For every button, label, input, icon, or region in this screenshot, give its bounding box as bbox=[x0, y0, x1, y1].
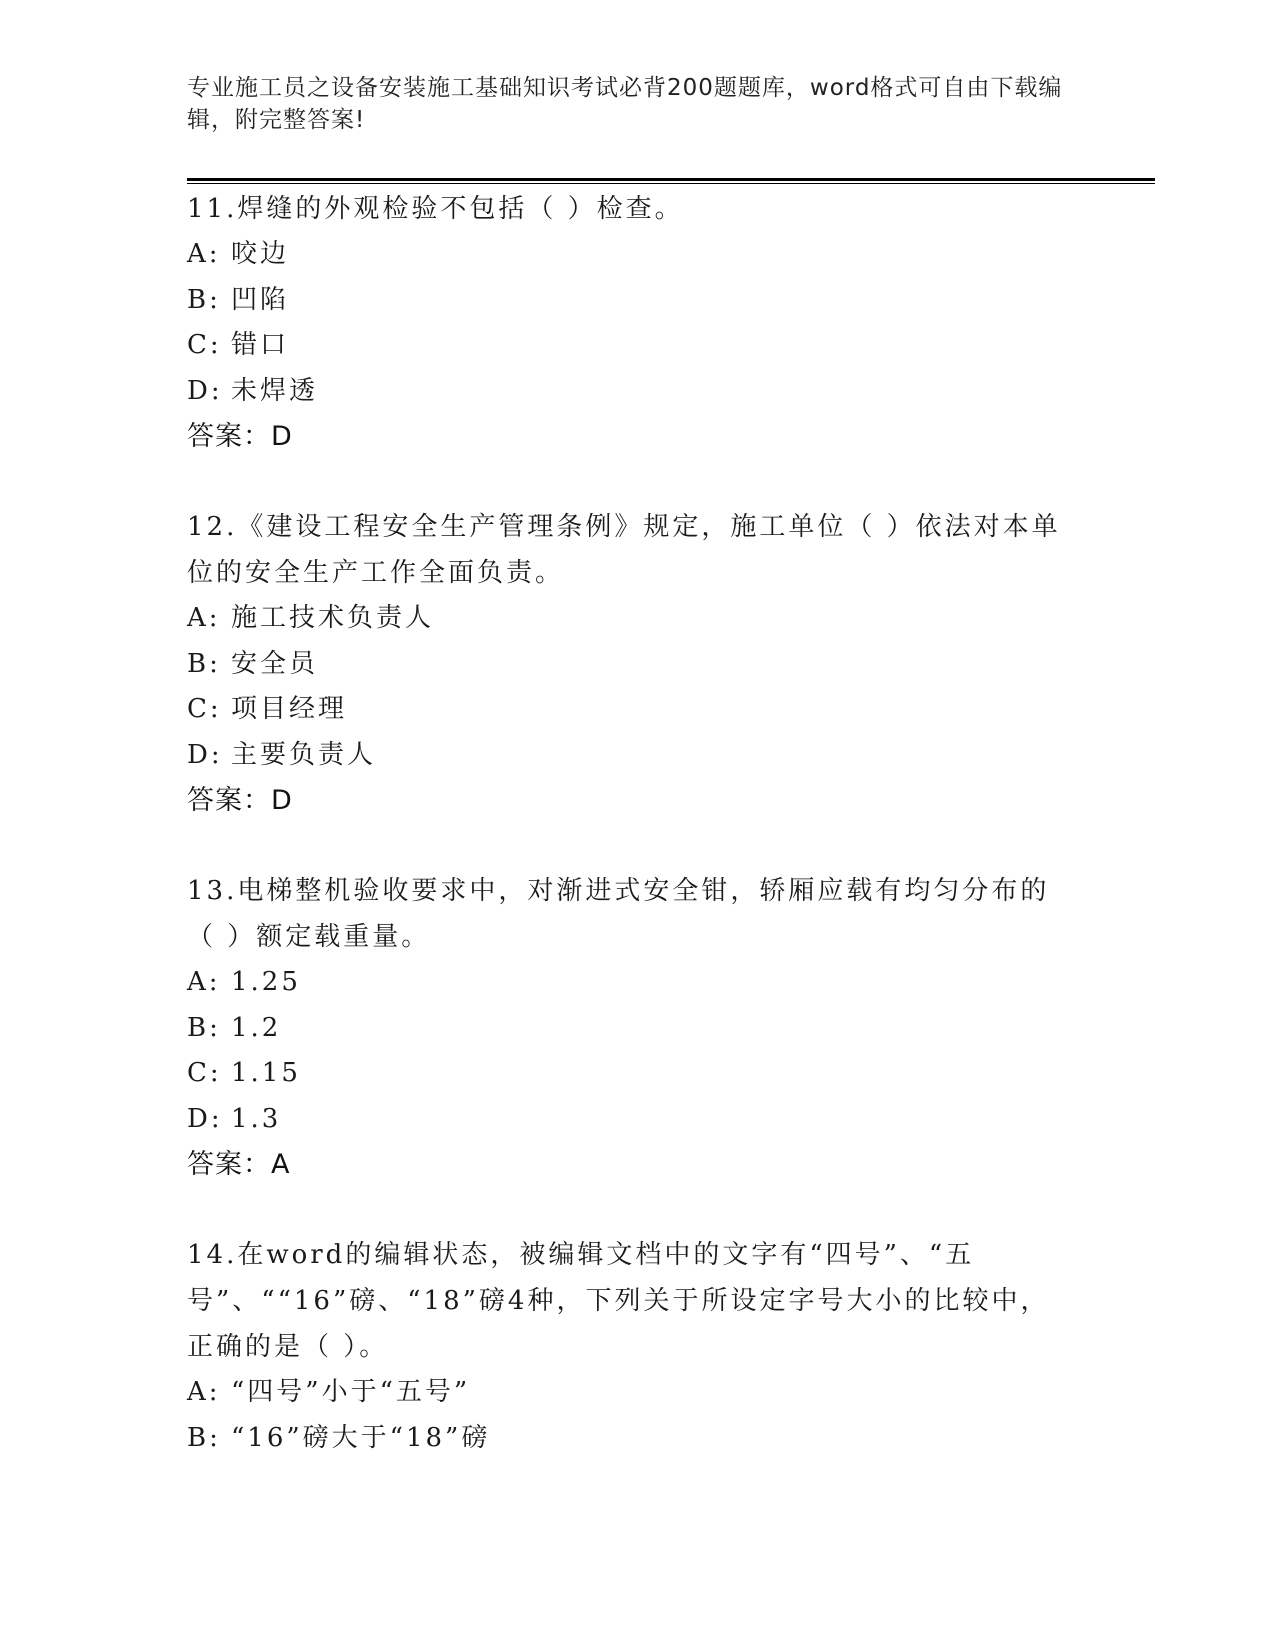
question-spacer bbox=[187, 1188, 1067, 1232]
question-list bbox=[187, 186, 1067, 1461]
question-spacer bbox=[187, 824, 1067, 868]
option-text: “16”磅大于“18”磅 bbox=[231, 1422, 491, 1453]
question-12 bbox=[187, 504, 1067, 824]
option-text: “四号”小于“五号” bbox=[231, 1377, 471, 1407]
header-rule-thin bbox=[187, 183, 1155, 184]
question-spacer bbox=[187, 460, 1067, 504]
option-a bbox=[187, 596, 1067, 642]
header-rule-thick bbox=[187, 178, 1155, 181]
option-text: 主要负责人 bbox=[231, 739, 377, 770]
option-letter: B: bbox=[187, 1012, 221, 1043]
document-header: 专业施工员之设备安装施工基础知识考试必背200题题库，word格式可自由下载编辑，附完整答案! bbox=[187, 75, 1063, 133]
question-14 bbox=[187, 1232, 1067, 1461]
question-text: 13.电梯整机验收要求中，对渐进式安全钳，轿厢应载有均匀分布的（ ）额定载重量。 bbox=[187, 876, 1050, 952]
option-letter: D: bbox=[187, 739, 223, 770]
option-text: 凹陷 bbox=[231, 284, 290, 315]
option-d bbox=[187, 1097, 1067, 1143]
option-text: 1.2 bbox=[231, 1012, 282, 1043]
option-a bbox=[187, 232, 1067, 278]
option-letter: A: bbox=[187, 603, 221, 633]
option-text: 1.3 bbox=[231, 1103, 282, 1134]
option-text: 咬边 bbox=[231, 239, 290, 269]
option-d bbox=[187, 733, 1067, 779]
answer-text: 答案：D bbox=[187, 785, 293, 816]
option-letter: C: bbox=[187, 694, 222, 724]
option-b bbox=[187, 1006, 1067, 1052]
option-text: 项目经理 bbox=[231, 694, 348, 724]
option-text: 1.15 bbox=[231, 1058, 301, 1088]
option-a bbox=[187, 960, 1067, 1006]
question-11 bbox=[187, 186, 1067, 460]
option-b bbox=[187, 1416, 1067, 1462]
option-c bbox=[187, 687, 1067, 733]
answer-text: 答案：A bbox=[187, 1149, 291, 1180]
option-b bbox=[187, 278, 1067, 324]
option-d bbox=[187, 369, 1067, 415]
option-letter: A: bbox=[187, 1377, 221, 1407]
question-text: 11.焊缝的外观检验不包括（ ）检查。 bbox=[187, 194, 684, 224]
answer-text: 答案：D bbox=[187, 421, 293, 452]
option-a bbox=[187, 1370, 1067, 1416]
option-letter: D: bbox=[187, 1103, 223, 1134]
question-text: 12.《建设工程安全生产管理条例》规定，施工单位（ ）依法对本单位的安全生产工作全面负责。 bbox=[187, 512, 1061, 588]
option-text: 1.25 bbox=[231, 967, 301, 997]
option-c bbox=[187, 1051, 1067, 1097]
option-letter: A: bbox=[187, 239, 221, 269]
option-letter: A: bbox=[187, 967, 221, 997]
option-letter: B: bbox=[187, 648, 221, 679]
option-b bbox=[187, 642, 1067, 688]
option-letter: C: bbox=[187, 1058, 222, 1088]
option-text: 错口 bbox=[231, 330, 290, 360]
option-text: 未焊透 bbox=[231, 375, 319, 406]
question-text: 14.在word的编辑状态，被编辑文档中的文字有“四号”、“五号”、““16”磅、“18”磅4种，下列关于所设定字号大小的比较中，正确的是（ ）。 bbox=[187, 1240, 1050, 1362]
option-letter: D: bbox=[187, 375, 223, 406]
option-text: 安全员 bbox=[231, 648, 319, 679]
option-letter: B: bbox=[187, 284, 221, 315]
option-letter: B: bbox=[187, 1422, 221, 1453]
option-c bbox=[187, 323, 1067, 369]
option-text: 施工技术负责人 bbox=[231, 603, 435, 633]
question-13 bbox=[187, 868, 1067, 1188]
option-letter: C: bbox=[187, 330, 222, 360]
